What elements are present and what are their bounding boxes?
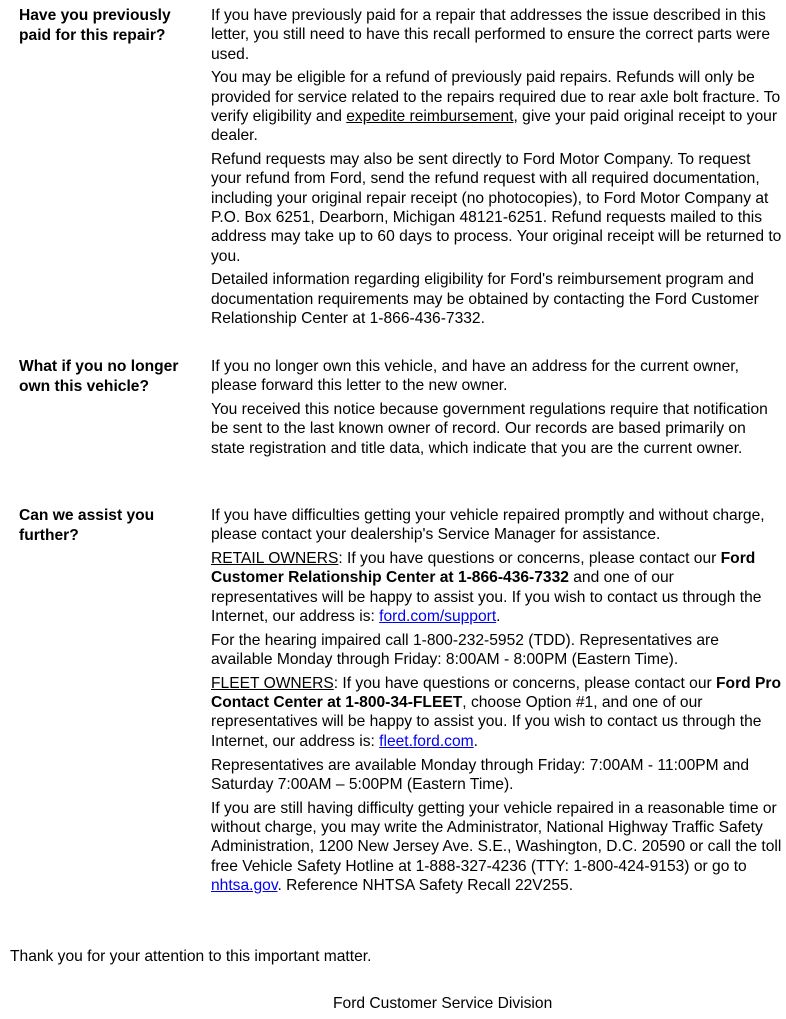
paragraph-forward-letter: If you no longer own this vehicle, and have an address for the current owner, please forward this letter to the new owner.: [211, 358, 739, 395]
fleet-ford-link[interactable]: fleet.ford.com: [379, 732, 474, 750]
question-previously-paid: Have you previously paid for this repair?: [19, 7, 171, 44]
fleet-owners-label: FLEET OWNERS: [211, 674, 334, 692]
paragraph-hearing-impaired: For the hearing impaired call 1-800-232-5952 (TDD). Representatives are available Monday through Friday: 8:00AM - 8:00PM (Eastern Time).: [211, 631, 719, 669]
question-no-longer-own: What if you no longer own this vehicle?: [19, 358, 179, 395]
retail-owners-label: RETAIL OWNERS: [211, 550, 339, 568]
ford-support-link[interactable]: ford.com/support: [379, 607, 497, 625]
paragraph-reimbursement-info: Detailed information regarding eligibility for Ford's reimbursement program and documentation requirements may be obtained by contacting the Ford Customer Relationship Center at 1-866-436-7332.: [211, 271, 759, 327]
retail-contact-center: Ford Customer Relationship Center at 1-866-436-7332: [211, 550, 756, 587]
signature-line: Ford Customer Service Division: [333, 995, 553, 1012]
answer-assist-further: [211, 506, 783, 900]
paragraph-fleet-owners: FLEET OWNERS: If you have questions or concerns, please contact our Ford Pro Contact Center at 1-800-34-FLEET, choose Option #1, and one of our representatives will be happy to assist you. If you wish to contact us through the Internet, our address is: fleet.ford.com.: [211, 674, 782, 750]
answer-no-longer-own: [211, 357, 783, 462]
nhtsa-link[interactable]: nhtsa.gov: [211, 876, 278, 894]
answer-previously-paid: [211, 6, 783, 333]
paragraph-recall-still-needed: If you have previously paid for a repair that addresses the issue described in this letter, you still need to have this recall performed to ensure the correct parts were used.: [211, 7, 771, 63]
paragraph-contact-dealer: If you have difficulties getting your vehicle repaired promptly and without charge, please contact your dealership's Service Manager for assistance.: [211, 507, 765, 544]
paragraph-fleet-hours: Representatives are available Monday through Friday: 7:00AM - 11:00PM and Saturday 7:00AM – 5:00PM (Eastern Time).: [211, 756, 749, 793]
expedite-reimbursement-text: expedite reimbursement: [346, 107, 514, 125]
paragraph-refund-by-mail: Refund requests may also be sent directly to Ford Motor Company. To request your refund from Ford, send the refund request with all required documentation, including your original repair receipt (no photocopies), to Ford Motor Company at P.O. Box 6251, Dearborn, Michigan 48121-6251. Refund requests mailed to this address may take up to 60 days to process. Your original receipt will be returned to you.: [211, 151, 782, 265]
paragraph-notice-reason: You received this notice because government regulations require that notification be sent to the last known owner of record. Our records are based primarily on state registration and title data, which indicate that you are the current owner.: [211, 401, 768, 457]
question-assist-further: Can we assist you further?: [19, 507, 155, 544]
paragraph-nhtsa: If you are still having difficulty getting your vehicle repaired in a reasonable time or without charge, you may write the Administrator, National Highway Traffic Safety Administration, 1200 New Jersey Ave. S.E., Washington, D.C. 20590 or call the toll free Vehicle Safety Hotline at 1-888-327-4236 (TTY: 1-800-424-9153) or go to nhtsa.gov. Reference NHTSA Safety Recall 22V255.: [211, 799, 782, 894]
paragraph-retail-owners: RETAIL OWNERS: If you have questions or concerns, please contact our Ford Customer Relationship Center at 1-866-436-7332 and one of our representatives will be happy to assist you. If you wish to contact us through the Internet, our address is: ford.com/support.: [211, 550, 762, 625]
closing-line: Thank you for your attention to this important matter.: [10, 948, 372, 965]
paragraph-refund-eligibility: You may be eligible for a refund of previously paid repairs. Refunds will only be provided for service related to the repairs required due to rear axle bolt fracture. To verify eligibility and expedite reimbursement, give your paid original receipt to your dealer.: [211, 69, 781, 145]
fleet-contact-center: Ford Pro Contact Center at 1-800-34-FLEET: [211, 674, 782, 712]
